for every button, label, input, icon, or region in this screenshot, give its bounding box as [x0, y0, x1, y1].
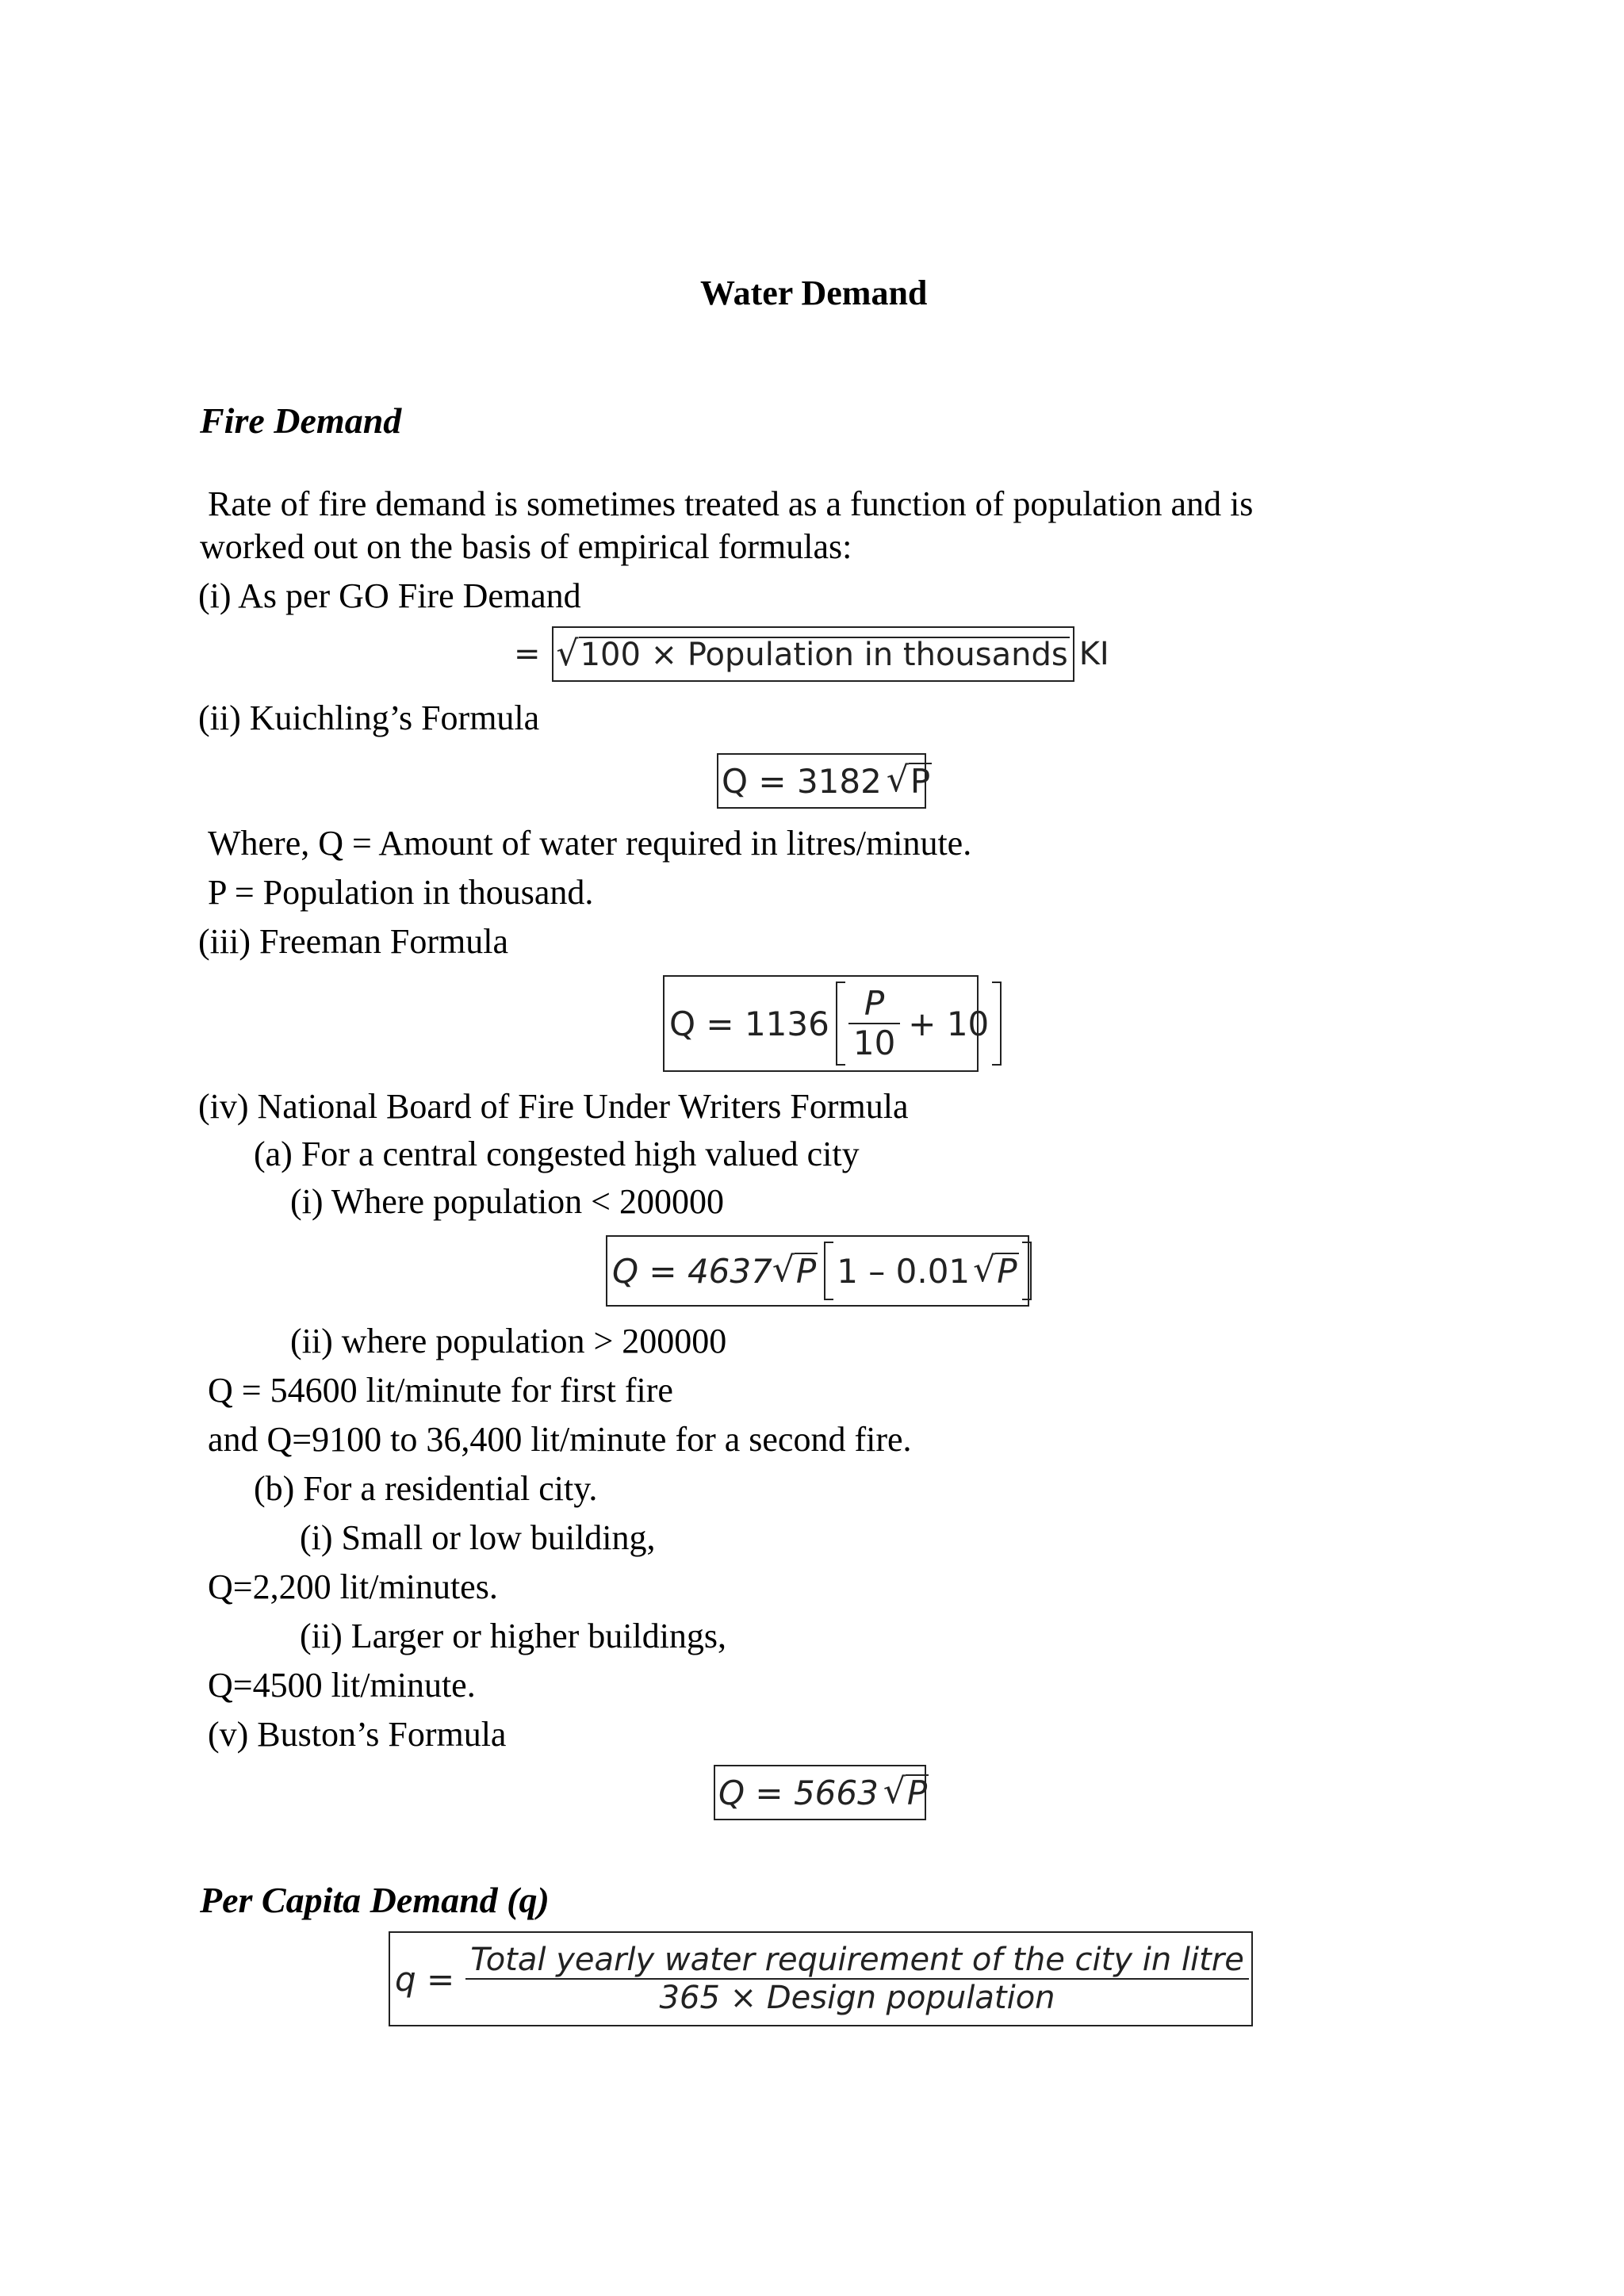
nbfu-lhs: Q = 4637 [612, 1251, 772, 1291]
nbfu-inner-sqrt [973, 1249, 1018, 1291]
nbfu-formula-box [606, 1235, 1029, 1307]
buston-label: (v) Buston’s Formula [208, 1715, 507, 1754]
kuichling-label: (ii) Kuichling’s Formula [198, 698, 540, 737]
freeman-fraction [848, 983, 900, 1062]
intro-line-1: Rate of fire demand is sometimes treated as a function of population and is [208, 484, 1254, 523]
go-sqrt [556, 633, 1070, 674]
freeman-lhs: Q = 1136 [669, 1004, 829, 1043]
per-capita-formula-box [389, 1931, 1253, 2026]
go-equals-sign: = [514, 636, 541, 672]
sqrt-icon: √ [886, 759, 909, 800]
go-formula-label: (i) As per GO Fire Demand [198, 576, 581, 615]
go-formula-box [552, 626, 1074, 682]
freeman-bracket-group [836, 982, 1002, 1066]
freeman-formula-box [663, 975, 990, 1072]
nbfu-sqrt [772, 1249, 818, 1291]
right-bracket [1022, 1242, 1032, 1300]
nbfu-case-b-ii-value: Q=4500 lit/minute. [208, 1666, 476, 1705]
go-formula [514, 626, 1109, 682]
nbfu-case-b-i: (i) Small or low building, [300, 1518, 656, 1557]
kuichling-var: P [910, 761, 931, 801]
left-bracket [836, 982, 845, 1066]
left-bracket [824, 1242, 833, 1300]
per-capita-denominator: 365 × Design population [465, 1978, 1249, 2015]
nbfu-case-b: (b) For a residential city. [254, 1469, 598, 1508]
kuichling-formula-box [717, 753, 931, 809]
go-unit: KI [1078, 636, 1109, 672]
kuichling-lhs: Q = 3182 [722, 761, 882, 801]
where-q-definition: Where, Q = Amount of water required in litres/minute. [208, 824, 972, 863]
nbfu-second-fire: and Q=9100 to 36,400 lit/minute for a second fire. [208, 1420, 912, 1459]
fire-demand-heading: Fire Demand [200, 400, 402, 441]
freeman-denominator: 10 [848, 1023, 900, 1061]
nbfu-inner: 1 – 0.01 [837, 1251, 971, 1291]
page-title: Water Demand [700, 274, 928, 312]
per-capita-heading: Per Capita Demand (q) [200, 1880, 550, 1920]
per-capita-fraction [465, 1943, 1249, 2015]
go-radicand: 100 × Population in thousands [580, 637, 1068, 673]
nbfu-first-fire: Q = 54600 lit/minute for first fire [208, 1371, 673, 1410]
sqrt-icon: √ [883, 1770, 906, 1812]
nbfu-case-a: (a) For a central congested high valued city [254, 1135, 860, 1173]
per-capita-lhs: q = [395, 1959, 455, 1999]
nbfu-case-a-i: (i) Where population < 200000 [290, 1182, 724, 1221]
nbfu-var: P [795, 1251, 817, 1291]
sqrt-icon: √ [973, 1249, 996, 1290]
nbfu-case-b-ii: (ii) Larger or higher buildings, [300, 1617, 727, 1655]
nbfu-inner-var: P [997, 1251, 1017, 1291]
nbfu-label: (iv) National Board of Fire Under Writers Formula [198, 1087, 909, 1126]
freeman-plus-term: + 10 [908, 1004, 990, 1043]
nbfu-case-b-i-value: Q=2,200 lit/minutes. [208, 1567, 498, 1606]
freeman-numerator: P [864, 983, 885, 1023]
intro-line-2: worked out on the basis of empirical formulas: [200, 527, 852, 566]
buston-formula-box [714, 1765, 926, 1820]
nbfu-bracket-group [824, 1242, 1031, 1300]
sqrt-icon: √ [556, 633, 579, 674]
sqrt-icon: √ [772, 1249, 795, 1290]
right-bracket [992, 982, 1002, 1066]
buston-lhs: Q = 5663 [718, 1773, 879, 1812]
freeman-label: (iii) Freeman Formula [198, 922, 509, 961]
kuichling-sqrt [886, 759, 932, 801]
buston-var: P [906, 1773, 928, 1812]
where-p-definition: P = Population in thousand. [208, 873, 594, 912]
buston-sqrt [883, 1770, 929, 1812]
nbfu-case-a-ii: (ii) where population > 200000 [290, 1322, 727, 1360]
per-capita-numerator: Total yearly water requirement of the city in litre [470, 1942, 1244, 1978]
